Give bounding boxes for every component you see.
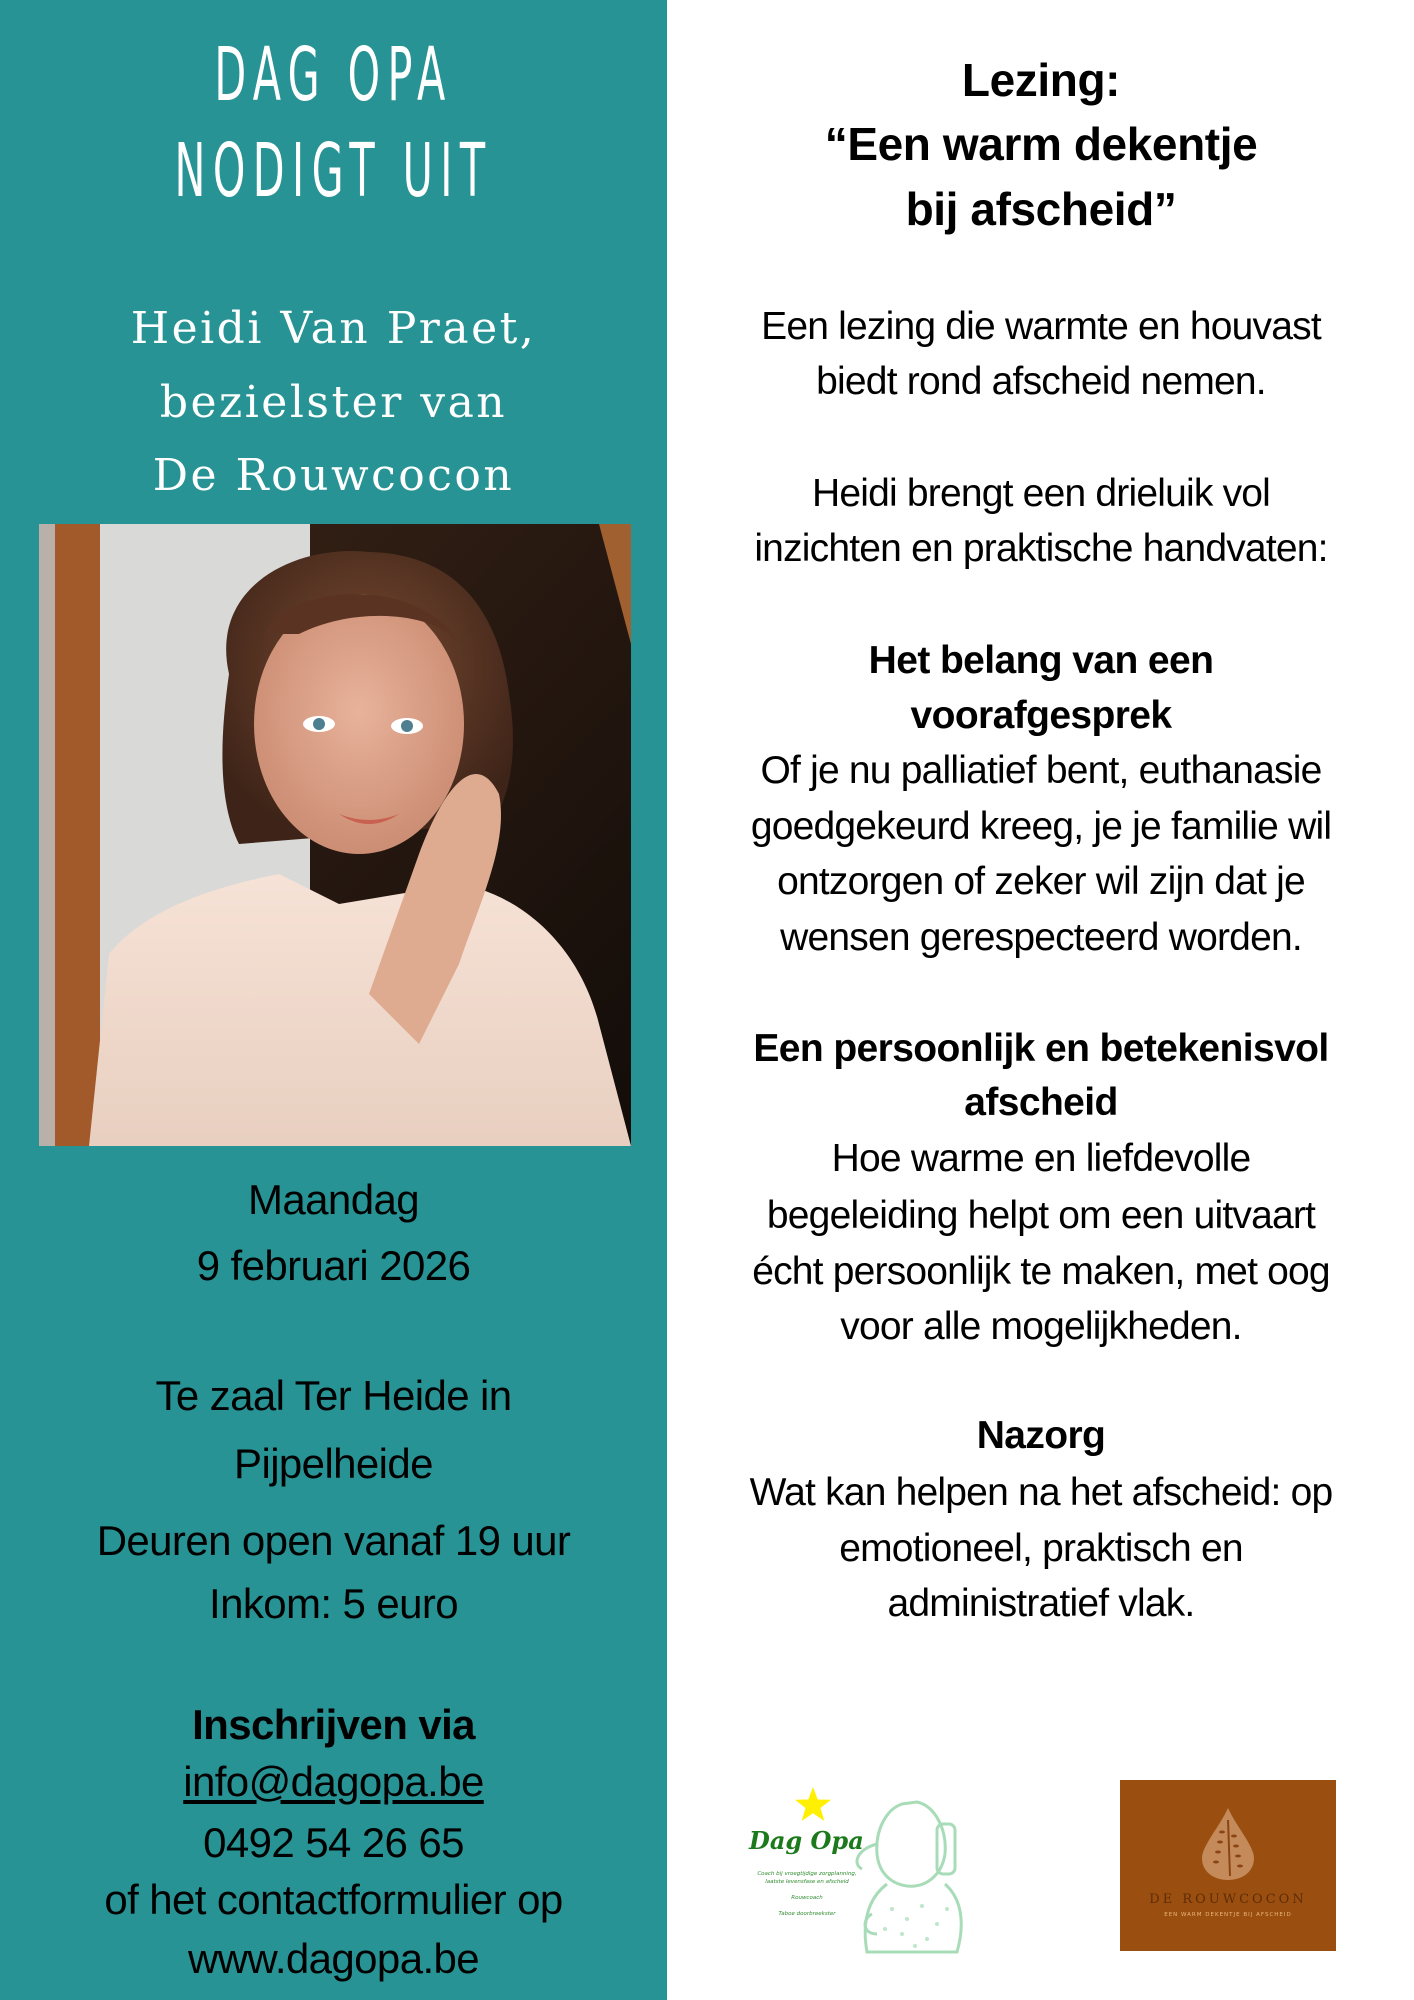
star-icon	[793, 1786, 833, 1822]
rouwcocon-logo-tagline: EEN WARM DEKENTJE BIJ AFSCHEID	[1164, 1912, 1292, 1918]
dagopa-role-1: Rouwcoach	[791, 1895, 823, 1901]
lecture-label: Lezing:	[961, 54, 1121, 106]
rouwcocon-logo-name: DE ROUWCOCON	[1149, 1892, 1307, 1907]
rouwcocon-logo	[1120, 1780, 1336, 1951]
section-1-body-line-4: wensen gerespecteerd worden.	[780, 916, 1302, 959]
portrait-illustration	[39, 524, 631, 1146]
intro-line-1: Een lezing die warmte en houvast	[761, 305, 1321, 348]
dagopa-logo	[743, 1786, 989, 1960]
entry-fee: Inkom: 5 euro	[209, 1580, 458, 1627]
section-1-body-line-2: goedgekeurd kreeg, je je familie wil	[750, 805, 1332, 848]
speaker-org: De Rouwcocon	[152, 450, 515, 501]
section-2-body-line-4: voor alle mogelijkheden.	[840, 1305, 1242, 1348]
dagopa-logo-name: Dag Opa	[749, 1826, 864, 1855]
child-illustration-icon	[847, 1784, 987, 1954]
lecture-title-line-1: “Een warm dekentje	[824, 118, 1258, 170]
email-link[interactable]: info@dagopa.be	[183, 1758, 484, 1805]
section-3-heading: Nazorg	[976, 1414, 1106, 1457]
section-3-body-line-1: Wat kan helpen na het afscheid: op	[749, 1471, 1333, 1514]
venue-line-2: Pijpelheide	[234, 1440, 433, 1487]
leaf-drop-icon	[1200, 1806, 1256, 1882]
title-line-1: DAG OPA	[214, 32, 453, 118]
lecture-title-line-2: bij afscheid”	[905, 183, 1177, 235]
speaker-photo	[39, 524, 631, 1146]
dagopa-tagline-1: Coach bij vroegtijdige zorgplanning,	[757, 1871, 857, 1877]
speaker-name: Heidi Van Praet,	[130, 303, 537, 354]
event-date: 9 februari 2026	[196, 1242, 471, 1289]
speaker-role: bezielster van	[159, 377, 508, 428]
title-line-2: NODIGT UIT	[174, 128, 493, 214]
section-2-heading-line-2: afscheid	[964, 1081, 1118, 1124]
section-1-body-line-1: Of je nu palliatief bent, euthanasie	[760, 749, 1322, 792]
section-2-heading-line-1: Een persoonlijk en betekenisvol	[753, 1027, 1329, 1070]
phone-number: 0492 54 26 65	[203, 1819, 464, 1866]
website-link[interactable]: www.dagopa.be	[187, 1935, 480, 1982]
left-panel	[0, 0, 667, 2000]
intro-line-2: biedt rond afscheid nemen.	[816, 360, 1266, 403]
contact-form-text: of het contactformulier op	[104, 1876, 563, 1923]
event-day: Maandag	[248, 1176, 419, 1223]
section-1-heading-line-2: voorafgesprek	[910, 694, 1172, 737]
section-1-body-line-3: ontzorgen of zeker wil zijn dat je	[777, 860, 1305, 903]
section-3-body-line-2: emotioneel, praktisch en	[839, 1527, 1243, 1570]
section-3-body-line-3: administratief vlak.	[887, 1582, 1195, 1625]
venue-line-1: Te zaal Ter Heide in	[155, 1372, 512, 1419]
dagopa-role-2: Taboe doorbreekster	[778, 1911, 836, 1917]
lead-line-1: Heidi brengt een drieluik vol	[811, 472, 1271, 515]
email-line	[0, 1751, 667, 1813]
lead-line-2: inzichten en praktische handvaten:	[754, 527, 1328, 570]
doors-open-time: Deuren open vanaf 19 uur	[96, 1517, 571, 1564]
register-heading: Inschrijven via	[192, 1701, 475, 1748]
section-2-body-line-1: Hoe warme en liefdevolle	[831, 1137, 1251, 1180]
section-2-body-line-3: écht persoonlijk te maken, met oog	[752, 1250, 1330, 1293]
section-2-body-line-2: begeleiding helpt om een uitvaart	[766, 1194, 1316, 1237]
right-column	[668, 0, 1414, 2000]
section-1-heading-line-1: Het belang van een	[868, 639, 1214, 682]
dagopa-tagline-2: laatste levensfase en afscheid	[765, 1879, 849, 1885]
